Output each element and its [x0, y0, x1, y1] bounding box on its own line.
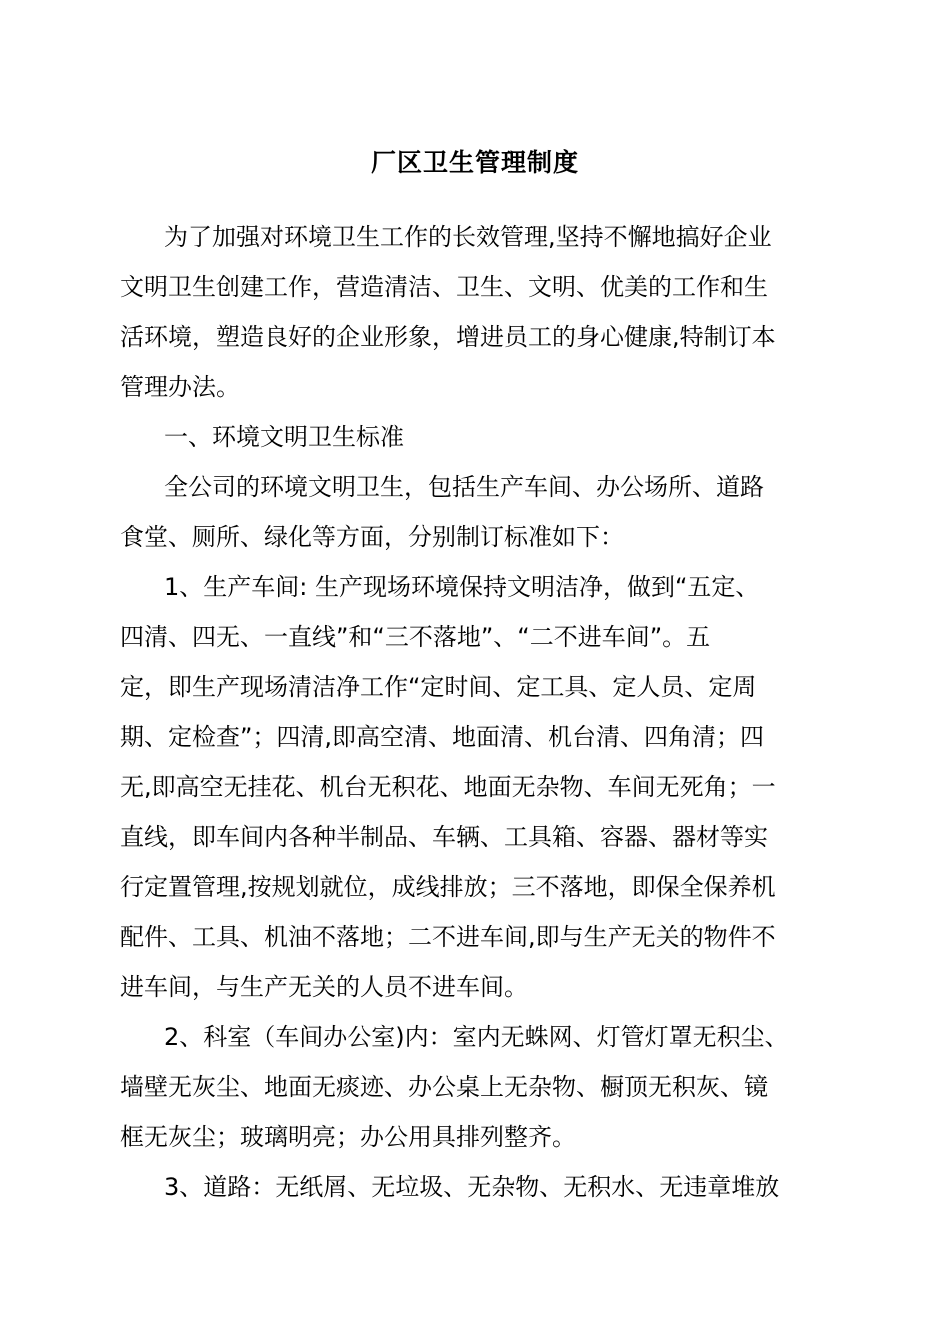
body-line: 食堂、厕所、绿化等方面，分别制订标准如下： — [120, 523, 624, 551]
document-title: 厂区卫生管理制度 — [370, 148, 579, 177]
body-line: 无,即高空无挂花、机台无积花、地面无杂物、车间无死角；一 — [120, 773, 776, 801]
body-line: 为了加强对环境卫生工作的长效管理,坚持不懈地搞好企业 — [164, 223, 772, 251]
body-line: 进车间，与生产无关的人员不进车间。 — [120, 973, 528, 1001]
body-line: 期、定检查”；四清,即高空清、地面清、机台清、四角清；四 — [120, 723, 765, 751]
body-line: 管理办法。 — [120, 373, 240, 401]
document-body — [120, 212, 840, 1212]
body-line: 2、科室（车间办公室)内：室内无蛛网、灯管灯罩无积尘、 — [164, 1023, 789, 1051]
body-line: 行定置管理,按规划就位，成线排放；三不落地，即保全保养机 — [120, 873, 776, 901]
body-line: 全公司的环境文明卫生，包括生产车间、办公场所、道路 — [164, 473, 764, 501]
body-line: 3、道路：无纸屑、无垃圾、无杂物、无积水、无违章堆放 — [164, 1173, 780, 1201]
section-heading: 一、环境文明卫生标准 — [164, 423, 404, 451]
body-line: 配件、工具、机油不落地；二不进车间,即与生产无关的物件不 — [120, 923, 776, 951]
body-line: 1、生产车间: 生产现场环境保持文明洁净，做到“五定、 — [164, 573, 760, 601]
body-line: 框无灰尘；玻璃明亮；办公用具排列整齐。 — [120, 1123, 576, 1151]
body-line: 直线，即车间内各种半制品、车辆、工具箱、容器、器材等实 — [120, 823, 768, 851]
body-line: 活环境，塑造良好的企业形象，增进员工的身心健康,特制订本 — [120, 323, 776, 351]
body-line: 墙壁无灰尘、地面无痰迹、办公桌上无杂物、橱顶无积灰、镜 — [120, 1073, 768, 1101]
body-line: 四清、四无、一直线”和“三不落地”、“二不进车间”。五 — [120, 623, 711, 651]
body-line: 文明卫生创建工作，营造清洁、卫生、文明、优美的工作和生 — [120, 273, 768, 301]
body-line: 定，即生产现场清洁净工作“定时间、定工具、定人员、定周 — [120, 673, 757, 701]
